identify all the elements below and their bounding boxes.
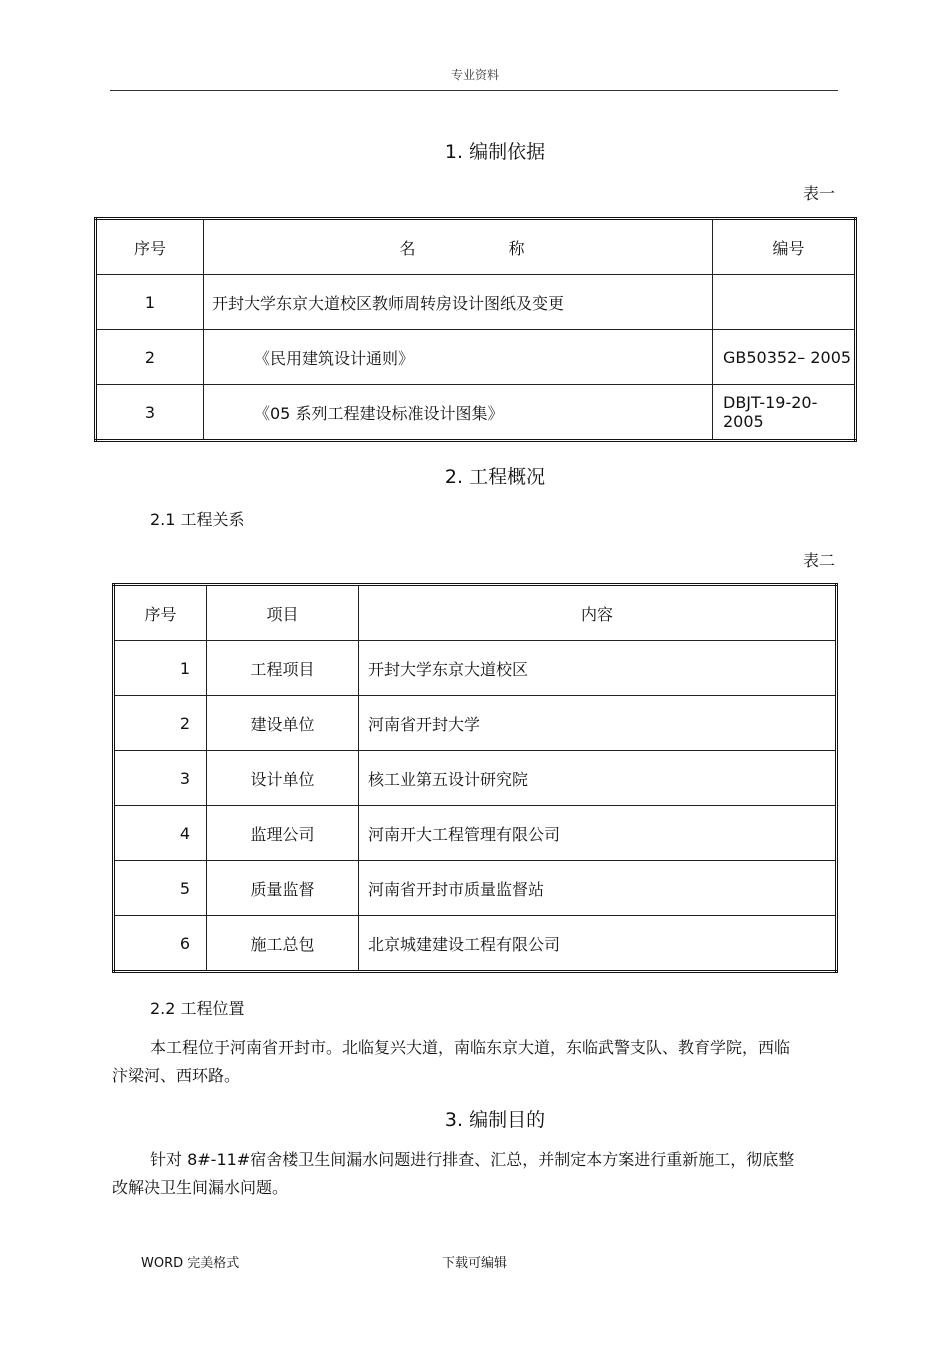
header-name-part2: 称 — [508, 238, 525, 258]
row-content: 河南开大工程管理有限公司 — [359, 806, 837, 861]
row-code: DBJT-19-20-2005 — [713, 385, 856, 441]
row-no: 1 — [96, 275, 204, 330]
row-item: 质量监督 — [207, 861, 359, 916]
row-item: 工程项目 — [207, 641, 359, 696]
row-no: 2 — [114, 696, 207, 751]
table-header-row — [96, 219, 856, 275]
header-name-part1: 名 — [399, 238, 416, 258]
table-row — [114, 916, 837, 972]
row-content: 河南省开封市质量监督站 — [359, 861, 837, 916]
table1-label: 表一 — [802, 184, 835, 203]
header-no: 序号 — [96, 219, 204, 275]
footer-left: WORD 完美格式 — [141, 1256, 240, 1271]
row-item: 施工总包 — [207, 916, 359, 972]
header-name — [204, 219, 713, 275]
table-row — [114, 751, 837, 806]
table-row — [114, 861, 837, 916]
section2-title: 2. 工程概况 — [444, 466, 546, 488]
row-no: 5 — [114, 861, 207, 916]
row-content: 开封大学东京大道校区 — [359, 641, 837, 696]
basis-table — [94, 217, 857, 442]
footer-right: 下载可编辑 — [442, 1256, 508, 1271]
table-row — [96, 385, 856, 441]
project-relations-table — [112, 583, 838, 973]
table2-label: 表二 — [802, 551, 835, 570]
row-name: 开封大学东京大道校区教师周转房设计图纸及变更 — [204, 275, 713, 330]
table-header-row — [114, 585, 837, 641]
table-row — [96, 330, 856, 385]
row-no: 6 — [114, 916, 207, 972]
purpose-paragraph: 针对 8#-11#宿舍楼卫生间漏水问题进行排查、汇总，并制定本方案进行重新施工，彻底整改解决卫生间漏水问题。 — [112, 1150, 795, 1197]
row-no: 3 — [114, 751, 207, 806]
row-no: 1 — [114, 641, 207, 696]
row-content: 核工业第五设计研究院 — [359, 751, 837, 806]
header-content: 内容 — [359, 585, 837, 641]
row-name: 《民用建筑设计通则》 — [204, 330, 713, 385]
table-row — [114, 641, 837, 696]
table-row — [114, 806, 837, 861]
location-paragraph: 本工程位于河南省开封市。北临复兴大道，南临东京大道，东临武警支队、教育学院，西临汴梁河、西环路。 — [112, 1038, 791, 1085]
row-code — [713, 275, 856, 330]
table-row — [114, 696, 837, 751]
row-no: 3 — [96, 385, 204, 441]
row-content: 河南省开封大学 — [359, 696, 837, 751]
header-code: 编号 — [713, 219, 856, 275]
section1-title: 1. 编制依据 — [444, 141, 546, 163]
row-name: 《05 系列工程建设标准设计图集》 — [204, 385, 713, 441]
subsection-2-1-title: 2.1 工程关系 — [150, 510, 245, 529]
row-item: 监理公司 — [207, 806, 359, 861]
header-divider — [110, 90, 838, 91]
header-item: 项目 — [207, 585, 359, 641]
row-item: 建设单位 — [207, 696, 359, 751]
row-no: 2 — [96, 330, 204, 385]
page-header: 专业资料 — [450, 68, 499, 82]
table-row — [96, 275, 856, 330]
row-item: 设计单位 — [207, 751, 359, 806]
header-no: 序号 — [114, 585, 207, 641]
row-content: 北京城建建设工程有限公司 — [359, 916, 837, 972]
row-code: GB50352– 2005 — [713, 330, 856, 385]
section3-title: 3. 编制目的 — [444, 1109, 546, 1131]
subsection-2-2-title: 2.2 工程位置 — [150, 999, 245, 1018]
row-no: 4 — [114, 806, 207, 861]
